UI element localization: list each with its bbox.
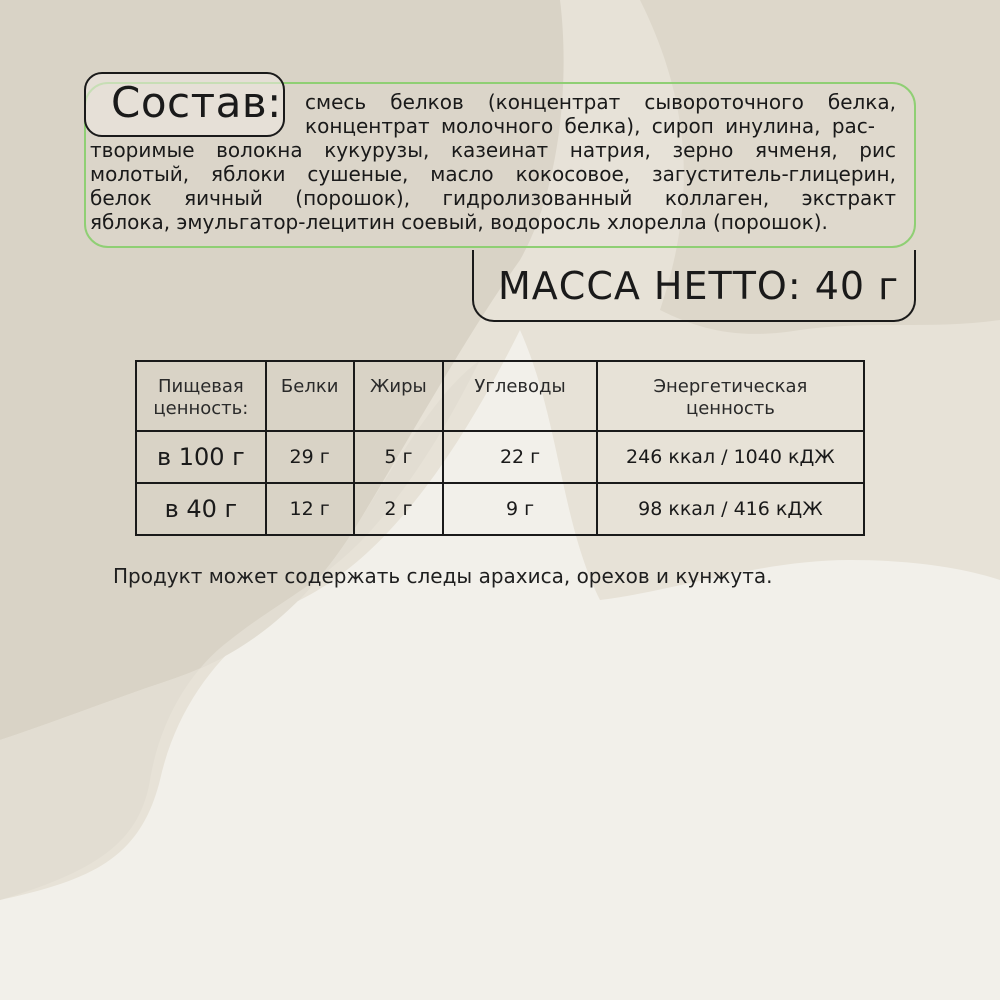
header-line: Жиры xyxy=(370,376,427,397)
table-cell: 5 г xyxy=(354,431,444,483)
nutrition-header-cell xyxy=(136,361,266,431)
composition-line: смесь белков (концентрат сывороточного белка, xyxy=(305,90,896,114)
table-cell: 2 г xyxy=(354,483,444,535)
header-line: Углеводы xyxy=(474,376,566,397)
nutrition-header-cell xyxy=(597,361,864,431)
table-cell: 22 г xyxy=(443,431,597,483)
header-line: Белки xyxy=(280,376,339,397)
table-row xyxy=(136,431,864,483)
nutrition-header-cell xyxy=(354,361,444,431)
table-cell: 29 г xyxy=(266,431,354,483)
net-weight-label: МАССА НЕТТО: 40 г xyxy=(498,264,900,308)
header-line: Пищевая xyxy=(158,376,244,397)
nutrition-table xyxy=(135,360,865,536)
composition-line: молотый, яблоки сушеные, масло кокосовое, загуститель-глицерин, xyxy=(90,162,896,186)
header-line: Энергетическая xyxy=(653,376,808,397)
header-line: ценность xyxy=(685,398,775,419)
composition-line: белок яичный (порошок), гидролизованный коллаген, экстракт xyxy=(90,186,896,210)
nutrition-header-cell xyxy=(266,361,354,431)
table-cell: в 100 г xyxy=(136,431,266,483)
nutrition-header-cell xyxy=(443,361,597,431)
table-row xyxy=(136,483,864,535)
nutrition-header-row xyxy=(136,361,864,431)
table-cell: в 40 г xyxy=(136,483,266,535)
table-cell: 9 г xyxy=(443,483,597,535)
composition-line: концентрат молочного белка), сироп инулина, рас- xyxy=(305,114,875,138)
composition-line: творимые волокна кукурузы, казеинат натрия, зерно ячменя, рис xyxy=(90,138,896,162)
table-cell: 246 ккал / 1040 кДЖ xyxy=(597,431,864,483)
table-cell: 12 г xyxy=(266,483,354,535)
table-cell: 98 ккал / 416 кДЖ xyxy=(597,483,864,535)
composition-text xyxy=(90,90,896,234)
composition-title: Состав: xyxy=(111,78,282,127)
allergen-note: Продукт может содержать следы арахиса, орехов и кунжута. xyxy=(113,564,773,588)
composition-line: яблока, эмульгатор-лецитин соевый, водоросль хлорелла (порошок). xyxy=(90,210,828,234)
header-line: ценность: xyxy=(153,398,249,419)
